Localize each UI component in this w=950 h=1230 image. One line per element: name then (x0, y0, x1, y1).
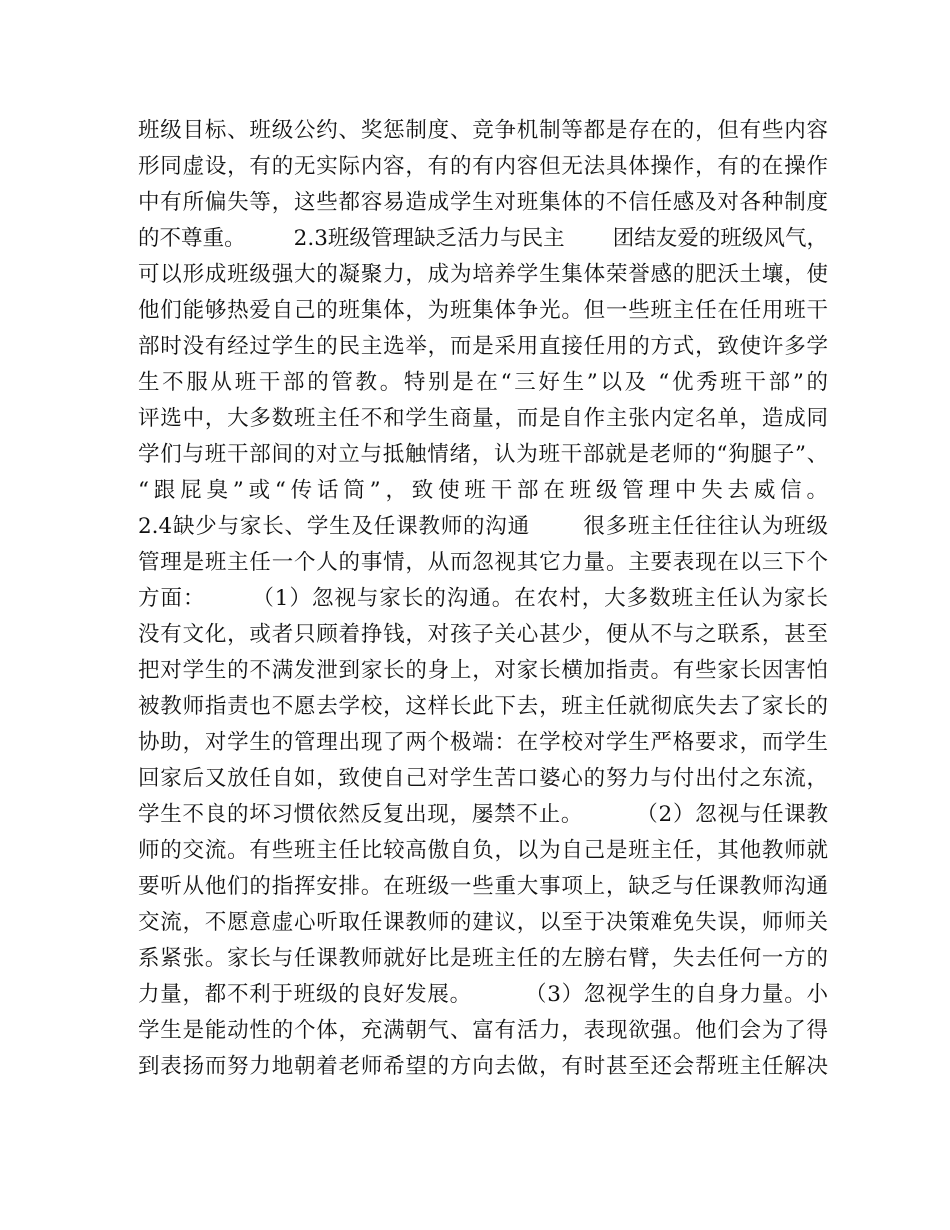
text-line-10: 学们与班干部间的对立与抵触情绪，认为班干部就是老师的“狗腿子”、 (138, 442, 828, 467)
text-line-12: 2.4缺少与家长、学生及任课教师的沟通 很多班主任往往认为班级 (138, 514, 828, 539)
text-line-19: 回家后又放任自如，致使自己对学生苦口婆心的努力与付出付之东流， (138, 766, 828, 791)
text-line-14: 方面： （1）忽视与家长的沟通。在农村，大多数班主任认为家长 (138, 586, 828, 611)
text-line-4: 的不尊重。 2.3班级管理缺乏活力与民主 团结友爱的班级风气， (138, 226, 828, 251)
text-line-27: 到表扬而努力地朝着老师希望的方向去做，有时甚至还会帮班主任解决 (138, 1054, 828, 1079)
text-line-22: 要听从他们的指挥安排。在班级一些重大事项上，缺乏与任课教师沟通 (138, 874, 828, 899)
text-line-5: 可以形成班级强大的凝聚力，成为培养学生集体荣誉感的肥沃土壤，使 (138, 262, 828, 287)
text-line-18: 协助，对学生的管理出现了两个极端：在学校对学生严格要求，而学生 (138, 730, 828, 755)
text-line-7: 部时没有经过学生的民主选举，而是采用直接任用的方式，致使许多学 (138, 334, 828, 359)
text-line-23: 交流，不愿意虚心听取任课教师的建议，以至于决策难免失误，师师关 (138, 910, 828, 935)
text-line-13: 管理是班主任一个人的事情，从而忽视其它力量。主要表现在以三下个 (138, 550, 828, 575)
text-line-3: 中有所偏失等，这些都容易造成学生对班集体的不信任感及对各种制度 (138, 190, 828, 215)
text-line-26: 学生是能动性的个体，充满朝气、富有活力，表现欲强。他们会为了得 (138, 1018, 828, 1043)
text-line-24: 系紧张。家长与任课教师就好比是班主任的左膀右臂，失去任何一方的 (138, 946, 828, 971)
text-line-8: 生不服从班干部的管教。特别是在“三好生”以及 “优秀班干部”的 (138, 370, 828, 395)
text-line-6: 他们能够热爱自己的班集体，为班集体争光。但一些班主任在任用班干 (138, 298, 828, 323)
text-line-15: 没有文化，或者只顾着挣钱，对孩子关心甚少，便从不与之联系，甚至 (138, 622, 828, 647)
text-line-11: “跟屁臭”或“传话筒”，致使班干部在班级管理中失去威信。 (138, 478, 828, 503)
text-line-17: 被教师指责也不愿去学校，这样长此下去，班主任就彻底失去了家长的 (138, 694, 828, 719)
text-line-20: 学生不良的坏习惯依然反复出现，屡禁不止。 （2）忽视与任课教 (138, 802, 828, 827)
text-line-16: 把对学生的不满发泄到家长的身上，对家长横加指责。有些家长因害怕 (138, 658, 828, 683)
text-line-21: 师的交流。有些班主任比较高傲自负，以为自己是班主任，其他教师就 (138, 838, 828, 863)
text-line-9: 评选中，大多数班主任不和学生商量，而是自作主张内定名单，造成同 (138, 406, 828, 431)
text-line-2: 形同虚设，有的无实际内容，有的有内容但无法具体操作，有的在操作 (138, 154, 828, 179)
text-line-25: 力量，都不利于班级的良好发展。 （3）忽视学生的自身力量。小 (138, 982, 828, 1007)
text-line-1: 班级目标、班级公约、奖惩制度、竞争机制等都是存在的，但有些内容 (138, 118, 828, 143)
body-text (138, 113, 828, 1085)
